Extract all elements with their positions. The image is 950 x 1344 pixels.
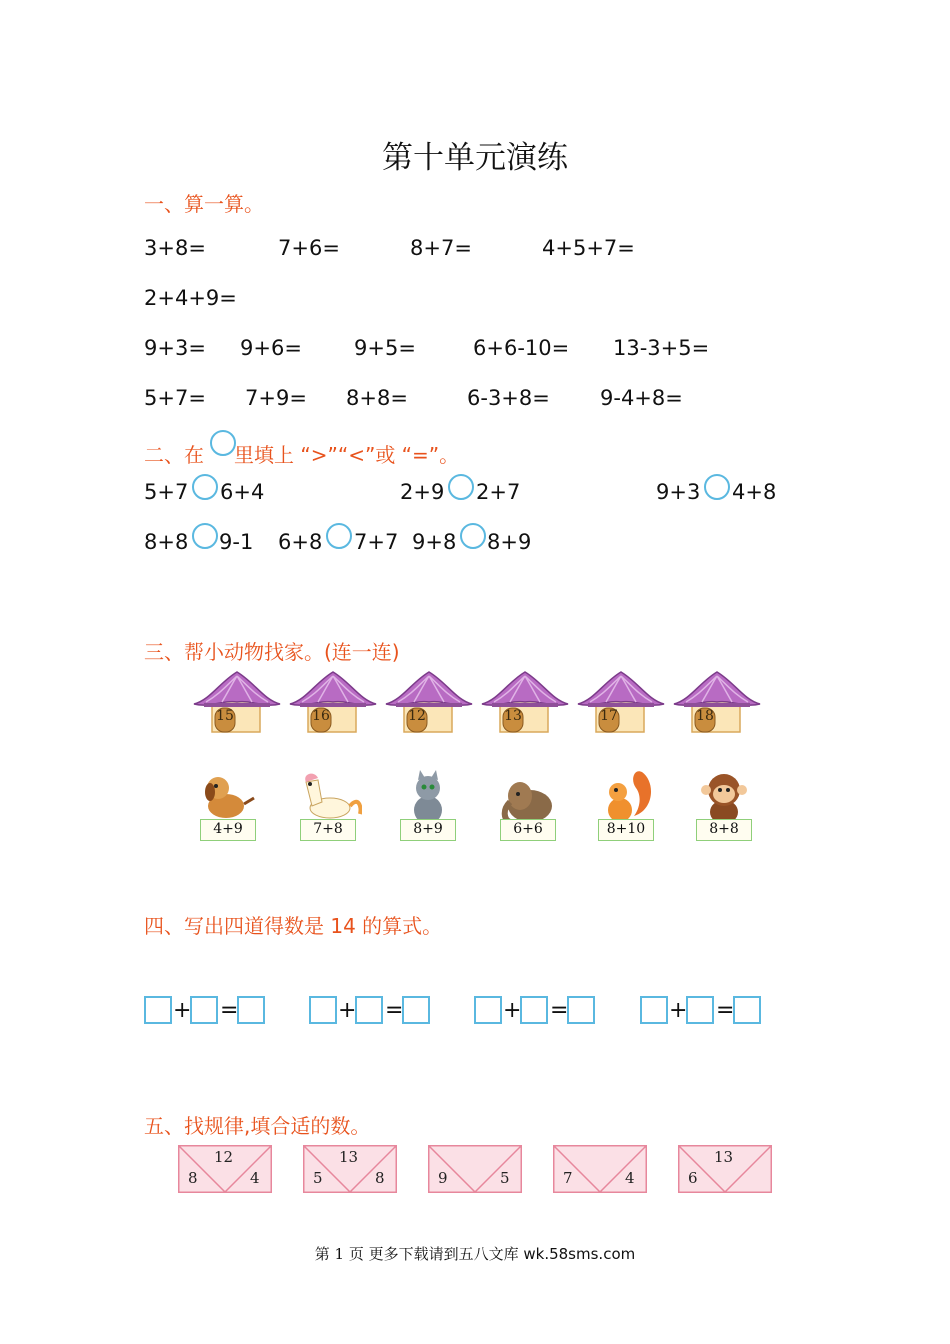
plus-sign: + xyxy=(669,998,688,1023)
house-number: 18 xyxy=(696,708,714,724)
plus-sign: + xyxy=(338,998,357,1023)
envelope-right-number: 4 xyxy=(250,1169,260,1187)
compare-right: 8+9 xyxy=(487,530,532,554)
envelope-left-number: 5 xyxy=(313,1169,323,1187)
blank-circle-icon xyxy=(210,430,236,456)
calc-expression: 8+8= xyxy=(346,386,408,410)
calc-expression: 9+3= xyxy=(144,336,206,360)
section-4-heading: 四、写出四道得数是 14 的算式。 xyxy=(144,914,443,938)
compare-right: 4+8 xyxy=(732,480,777,504)
answer-box[interactable] xyxy=(402,996,430,1024)
answer-box[interactable] xyxy=(520,996,548,1024)
calc-expression: 13-3+5= xyxy=(613,336,710,360)
compare-right: 9-1 xyxy=(219,530,254,554)
animal-expression-card: 4+9 xyxy=(200,819,256,841)
compare-right: 6+4 xyxy=(220,480,265,504)
page-title: 第十单元演练 xyxy=(382,140,568,176)
answer-box[interactable] xyxy=(355,996,383,1024)
envelope-left-number: 6 xyxy=(688,1169,698,1187)
equals-sign: = xyxy=(385,998,404,1023)
animal-expression-card: 6+6 xyxy=(500,819,556,841)
house-icon[interactable] xyxy=(192,670,282,736)
number-envelope xyxy=(553,1145,647,1193)
section-1-heading: 一、算一算。 xyxy=(144,192,264,216)
house-number: 15 xyxy=(216,708,234,724)
equals-sign: = xyxy=(550,998,569,1023)
compare-circle[interactable] xyxy=(192,523,218,549)
section-2-heading xyxy=(144,439,459,468)
answer-box[interactable] xyxy=(237,996,265,1024)
envelope-left-number: 7 xyxy=(563,1169,573,1187)
compare-circle[interactable] xyxy=(704,474,730,500)
house-number: 13 xyxy=(504,708,522,724)
section-2-heading-end: 里填上 “>”“<”或 “=”。 xyxy=(234,443,460,467)
calc-expression: 2+4+9= xyxy=(144,286,237,310)
envelope-right-number: 5 xyxy=(500,1169,510,1187)
calc-expression: 7+9= xyxy=(245,386,307,410)
animal-expression-card: 8+8 xyxy=(696,819,752,841)
answer-box[interactable] xyxy=(190,996,218,1024)
section-3-heading: 三、帮小动物找家。(连一连) xyxy=(144,640,400,664)
calc-expression: 7+6= xyxy=(278,236,340,260)
number-envelope xyxy=(178,1145,272,1193)
answer-box[interactable] xyxy=(144,996,172,1024)
animal-expression-card: 8+9 xyxy=(400,819,456,841)
house-icon[interactable] xyxy=(576,670,666,736)
house-icon[interactable] xyxy=(672,670,762,736)
footer-page-text: 第 1 页 更多下载请到五八文库 xyxy=(314,1245,524,1263)
envelope-left-number: 9 xyxy=(438,1169,448,1187)
envelope-top-number: 12 xyxy=(214,1148,234,1166)
calc-expression: 4+5+7= xyxy=(542,236,635,260)
envelope-right-number: 8 xyxy=(375,1169,385,1187)
compare-circle[interactable] xyxy=(192,474,218,500)
page-footer xyxy=(0,1243,950,1264)
calc-expression: 5+7= xyxy=(144,386,206,410)
house-number: 16 xyxy=(312,708,330,724)
animal-expression-card: 7+8 xyxy=(300,819,356,841)
answer-box[interactable] xyxy=(640,996,668,1024)
compare-right: 7+7 xyxy=(354,530,399,554)
house-icon[interactable] xyxy=(384,670,474,736)
calc-expression: 9+6= xyxy=(240,336,302,360)
number-envelope xyxy=(428,1145,522,1193)
answer-box[interactable] xyxy=(474,996,502,1024)
envelope-top-number: 13 xyxy=(714,1148,734,1166)
equals-sign: = xyxy=(716,998,735,1023)
answer-box[interactable] xyxy=(733,996,761,1024)
plus-sign: + xyxy=(503,998,522,1023)
animal-expression-card: 8+10 xyxy=(598,819,654,841)
compare-right: 2+7 xyxy=(476,480,521,504)
answer-box[interactable] xyxy=(567,996,595,1024)
number-envelope xyxy=(678,1145,772,1193)
compare-left: 9+3 xyxy=(656,480,701,504)
compare-circle[interactable] xyxy=(326,523,352,549)
compare-circle[interactable] xyxy=(448,474,474,500)
footer-site: wk.58sms.com xyxy=(523,1245,636,1263)
compare-left: 5+7 xyxy=(144,480,189,504)
envelope-left-number: 8 xyxy=(188,1169,198,1187)
answer-box[interactable] xyxy=(686,996,714,1024)
calc-expression: 6-3+8= xyxy=(467,386,550,410)
calc-expression: 6+6-10= xyxy=(473,336,570,360)
compare-circle[interactable] xyxy=(460,523,486,549)
plus-sign: + xyxy=(173,998,192,1023)
calc-expression: 3+8= xyxy=(144,236,206,260)
section-5-heading: 五、找规律,填合适的数。 xyxy=(144,1114,371,1138)
envelope-right-number: 4 xyxy=(625,1169,635,1187)
number-envelope xyxy=(303,1145,397,1193)
house-icon[interactable] xyxy=(480,670,570,736)
calc-expression: 9+5= xyxy=(354,336,416,360)
compare-left: 9+8 xyxy=(412,530,457,554)
equals-sign: = xyxy=(220,998,239,1023)
envelope-top-number: 13 xyxy=(339,1148,359,1166)
house-number: 17 xyxy=(600,708,618,724)
compare-left: 6+8 xyxy=(278,530,323,554)
section-2-heading-start: 二、在 xyxy=(144,443,204,467)
house-number: 12 xyxy=(408,708,426,724)
calc-expression: 9-4+8= xyxy=(600,386,683,410)
compare-left: 2+9 xyxy=(400,480,445,504)
compare-left: 8+8 xyxy=(144,530,189,554)
calc-expression: 8+7= xyxy=(410,236,472,260)
answer-box[interactable] xyxy=(309,996,337,1024)
house-icon[interactable] xyxy=(288,670,378,736)
